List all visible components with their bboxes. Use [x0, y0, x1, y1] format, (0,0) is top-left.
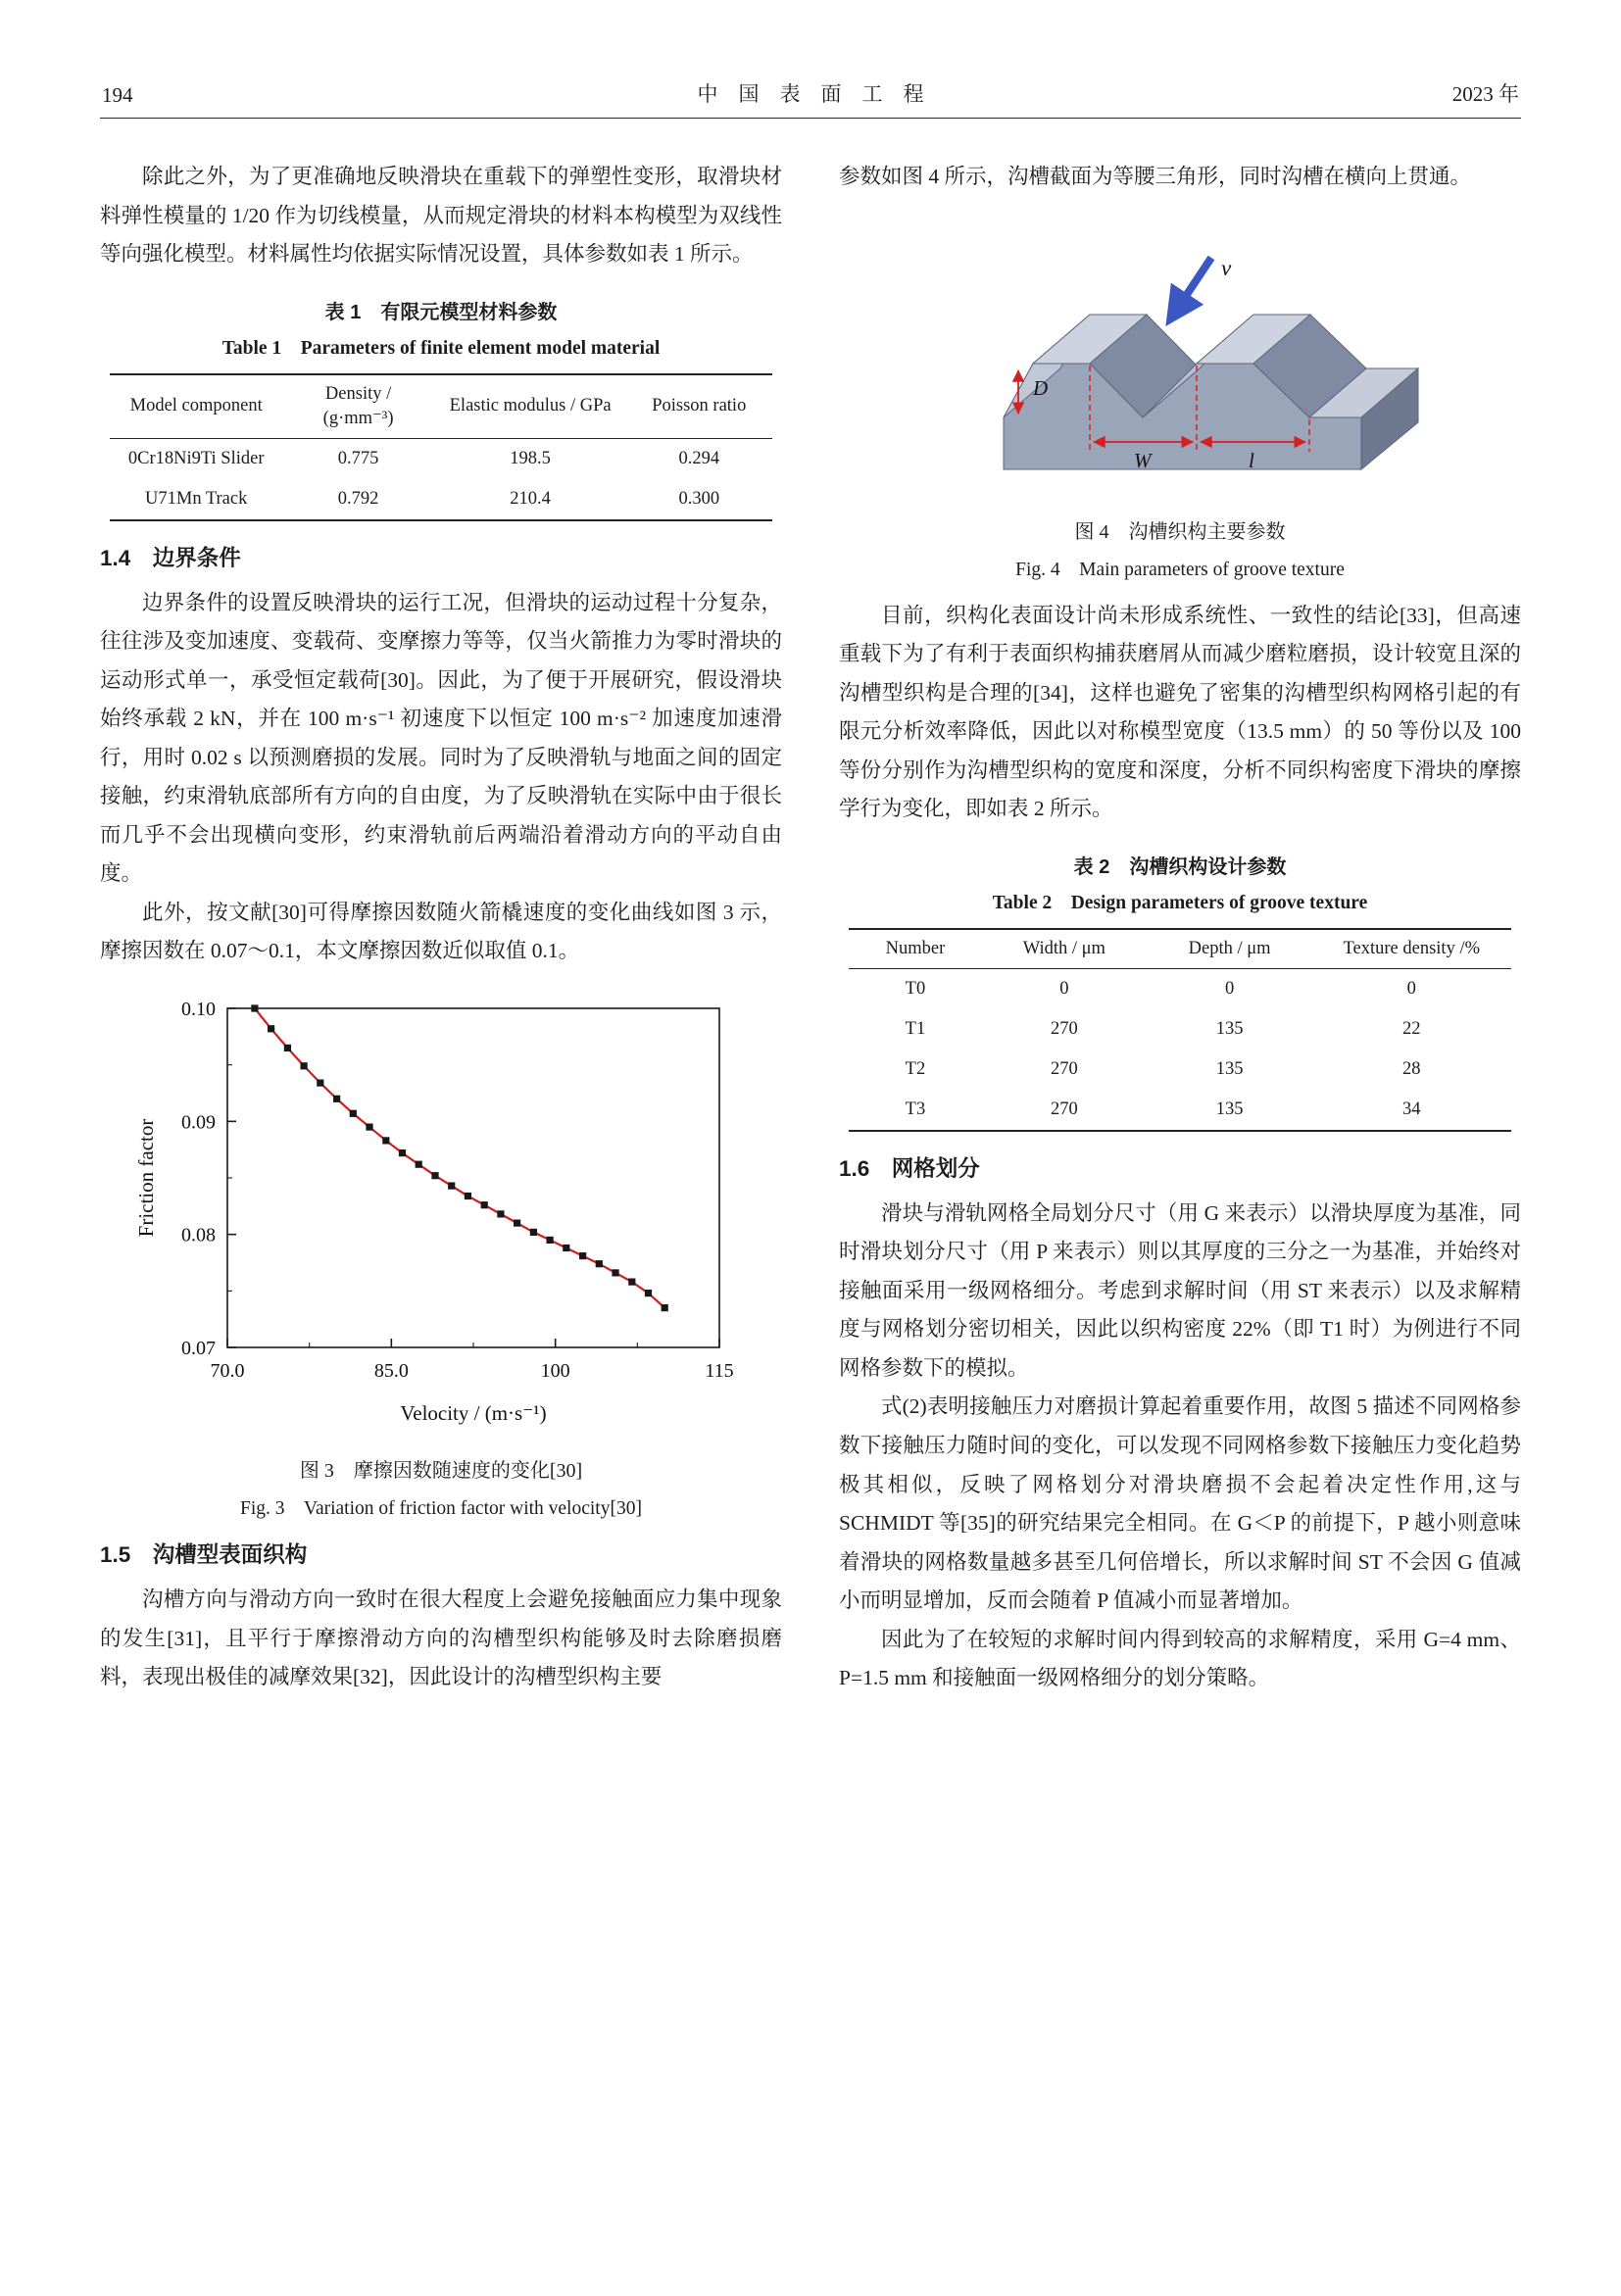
table-cell: T2 [905, 1058, 926, 1079]
paragraph: 此外，按文献[30]可得摩擦因数随火箭橇速度的变化曲线如图 3 示，摩擦因数在 0.07～0.1，本文摩擦因数近似取值 0.1。 [100, 900, 782, 963]
dimension-w-label: W [1134, 448, 1152, 472]
paragraph: 滑块与滑轨网格全局划分尺寸（用 G 来表示）以滑块厚度为基准，同时滑块划分尺寸（用 P 来表示）则以其厚度的三分之一为基准，并始终对接触面采用一级网格细分。考虑到求解时间（用 ST 来表示）以及求解精度与网格划分密切相关，因此以织构密度 22%（即 T1 时）为例进行不同网格参数下的模拟。 [839, 1200, 1521, 1380]
table-cell: 0.300 [678, 488, 720, 509]
paragraph: 除此之外，为了更准确地反映滑块在重载下的弹塑性变形，取滑块材料弹性模量的 1/20 作为切线模量，从而规定滑块的材料本构模型为双线性等向强化模型。材料属性均依据实际情况设置，具体参数如表 1 所示。 [100, 165, 782, 267]
two-column-body [100, 158, 1521, 1698]
table-cell: 0 [1224, 978, 1235, 999]
journal-title: 中 国 表 面 工 程 [697, 82, 924, 106]
table-row [849, 1050, 1510, 1090]
right-column [839, 158, 1521, 1698]
dimension-l-label: l [1249, 448, 1254, 472]
table2-header-cell: Width / μm [981, 929, 1147, 968]
table1-header-cell: Poisson ratio [626, 374, 772, 438]
table-cell: 0.775 [337, 448, 379, 468]
fig3-caption-en: Fig. 3 Variation of friction factor with velocity[30] [240, 1497, 642, 1519]
table1-caption-zh: 表 1 有限元模型材料参数 [324, 301, 558, 323]
table-cell: 135 [1215, 1099, 1244, 1119]
table2-caption-en: Table 2 Design parameters of groove texture [992, 892, 1368, 913]
paragraph: 参数如图 4 所示，沟槽截面为等腰三角形，同时沟槽在横向上贯通。 [839, 165, 1472, 188]
table-row [849, 968, 1510, 1008]
table2-header-cell: Texture density /% [1312, 929, 1511, 968]
table1-material-parameters [110, 373, 771, 521]
svg-text:0.08: 0.08 [181, 1224, 216, 1246]
svg-text:Friction factor: Friction factor [134, 1118, 158, 1238]
publication-year: 2023 年 [1451, 82, 1519, 106]
section-heading-1-5: 1.5 沟槽型表面织构 [100, 1541, 308, 1567]
table-cell: 270 [1050, 1058, 1078, 1079]
paragraph: 边界条件的设置反映滑块的运行工况，但滑块的运动过程十分复杂，往往涉及变加速度、变载荷、变摩擦力等等，仅当火箭推力为零时滑块的运动形式单一，承受恒定载荷[30]。因此，为了便于开展研究，假设滑块始终承载 2 kN，并在 100 m·s⁻¹ 初速度下以恒定 100 m·s⁻² 加速度加速滑行，用时 0.02 s 以预测磨损的发展。同时为了反映滑轨与地面之间的固定接触，约束滑轨底部所有方向的自由度，为了反映滑轨在实际中由于很长而几乎不会出现横向变形，约束滑轨前后两端沿着滑动方向的平动自由度。 [100, 590, 782, 886]
table-cell: 28 [1402, 1058, 1421, 1079]
table-row [849, 1090, 1510, 1131]
fig3-caption-zh: 图 3 摩擦因数随速度的变化[30] [299, 1459, 583, 1482]
table-cell: U71Mn Track [145, 488, 248, 509]
velocity-arrow [1172, 258, 1211, 317]
table-cell: 34 [1402, 1099, 1421, 1119]
table-cell: 0 [1406, 978, 1416, 999]
table-cell: 0.294 [678, 448, 720, 468]
table-cell: 0.792 [337, 488, 379, 509]
table1-header-row [110, 374, 771, 438]
svg-text:Velocity / (m·s⁻¹): Velocity / (m·s⁻¹) [400, 1400, 547, 1425]
table2-header-cell: Number [849, 929, 981, 968]
dimension-d-label: D [1033, 375, 1049, 400]
left-column [100, 158, 782, 1698]
table2-header-cell: Depth / μm [1147, 929, 1312, 968]
table-cell: 0Cr18Ni9Ti Slider [127, 448, 265, 468]
table-cell: 270 [1050, 1018, 1078, 1039]
table-row [849, 1009, 1510, 1050]
velocity-label: v [1221, 255, 1232, 280]
section-heading-1-4: 1.4 边界条件 [100, 545, 241, 570]
table1-header-cell: Density / (g·mm⁻³) [282, 374, 434, 438]
svg-text:100: 100 [540, 1359, 570, 1382]
figure-4-groove-diagram [925, 207, 1435, 506]
table-cell: 0 [1059, 978, 1069, 999]
table-cell: 135 [1215, 1018, 1244, 1039]
table1-header-cell: Model component [110, 374, 282, 438]
table2-groove-design-parameters [849, 928, 1510, 1132]
table-cell: T3 [905, 1099, 926, 1119]
fig4-caption-zh: 图 4 沟槽织构主要参数 [1074, 520, 1286, 543]
table2-header-row [849, 929, 1510, 968]
table-cell: 210.4 [510, 488, 551, 509]
section-heading-1-6: 1.6 网格划分 [839, 1155, 980, 1181]
svg-text:0.10: 0.10 [181, 998, 216, 1020]
table-row [110, 438, 771, 478]
page-header [100, 78, 1521, 119]
table-cell: T0 [905, 978, 926, 999]
table1-header-cell: Elastic modulus / GPa [434, 374, 626, 438]
fig4-caption-en: Fig. 4 Main parameters of groove texture [1015, 559, 1345, 580]
figure-3-chart [123, 987, 759, 1444]
table2-caption-zh: 表 2 沟槽织构设计参数 [1073, 855, 1287, 878]
friction-factor-chart [123, 987, 759, 1440]
paragraph: 沟槽方向与滑动方向一致时在很大程度上会避免接触面应力集中现象的发生[31]，且平行于摩擦滑动方向的沟槽型织构能够及时去除磨损磨料，表现出极佳的减摩效果[32]，因此设计的沟槽型织构主要 [100, 1587, 782, 1689]
table-cell: 135 [1215, 1058, 1244, 1079]
svg-text:85.0: 85.0 [373, 1359, 409, 1382]
svg-text:115: 115 [705, 1359, 734, 1382]
groove-texture-3d-figure [925, 207, 1435, 501]
table-cell: 270 [1050, 1099, 1078, 1119]
table1-caption-en: Table 1 Parameters of finite element model material [221, 337, 661, 359]
svg-text:70.0: 70.0 [210, 1359, 245, 1382]
table-cell: T1 [905, 1018, 926, 1039]
page-number: 194 [102, 83, 133, 107]
paragraph: 因此为了在较短的求解时间内得到较高的求解精度，采用 G=4 mm、P=1.5 mm 和接触面一级网格细分的划分策略。 [839, 1627, 1521, 1690]
paragraph: 目前，织构化表面设计尚未形成系统性、一致性的结论[33]，但高速重载下为了有利于表面织构捕获磨屑从而减少磨粒磨损，设计较宽且深的沟槽型织构是合理的[34]，这样也避免了密集的沟槽型织构网格引起的有限元分析效率降低，因此以对称模型宽度（13.5 mm）的 50 等份以及 100 等份分别作为沟槽型织构的宽度和深度，分析不同织构密度下滑块的摩擦学行为变化，即如表 2 所示。 [839, 603, 1521, 821]
svg-text:0.09: 0.09 [181, 1111, 216, 1134]
table-row [110, 479, 771, 520]
svg-text:0.07: 0.07 [181, 1337, 216, 1359]
paragraph: 式(2)表明接触压力对磨损计算起着重要作用，故图 5 描述不同网格参数下接触压力随时间的变化，可以发现不同网格参数下接触压力变化趋势极其相似，反映了网格划分对滑块磨损不会起着决定性作用,这与 SCHMIDT 等[35]的研究结果完全相同。在 G＜P 的前提下，P 越小则意味着滑块的网格数量越多甚至几何倍增长，所以求解时间 ST 不会因 G 值减小而明显增加，反而会随着 P 值减小而显著增加。 [839, 1394, 1521, 1613]
table-cell: 22 [1402, 1018, 1421, 1039]
table-cell: 198.5 [510, 448, 551, 468]
